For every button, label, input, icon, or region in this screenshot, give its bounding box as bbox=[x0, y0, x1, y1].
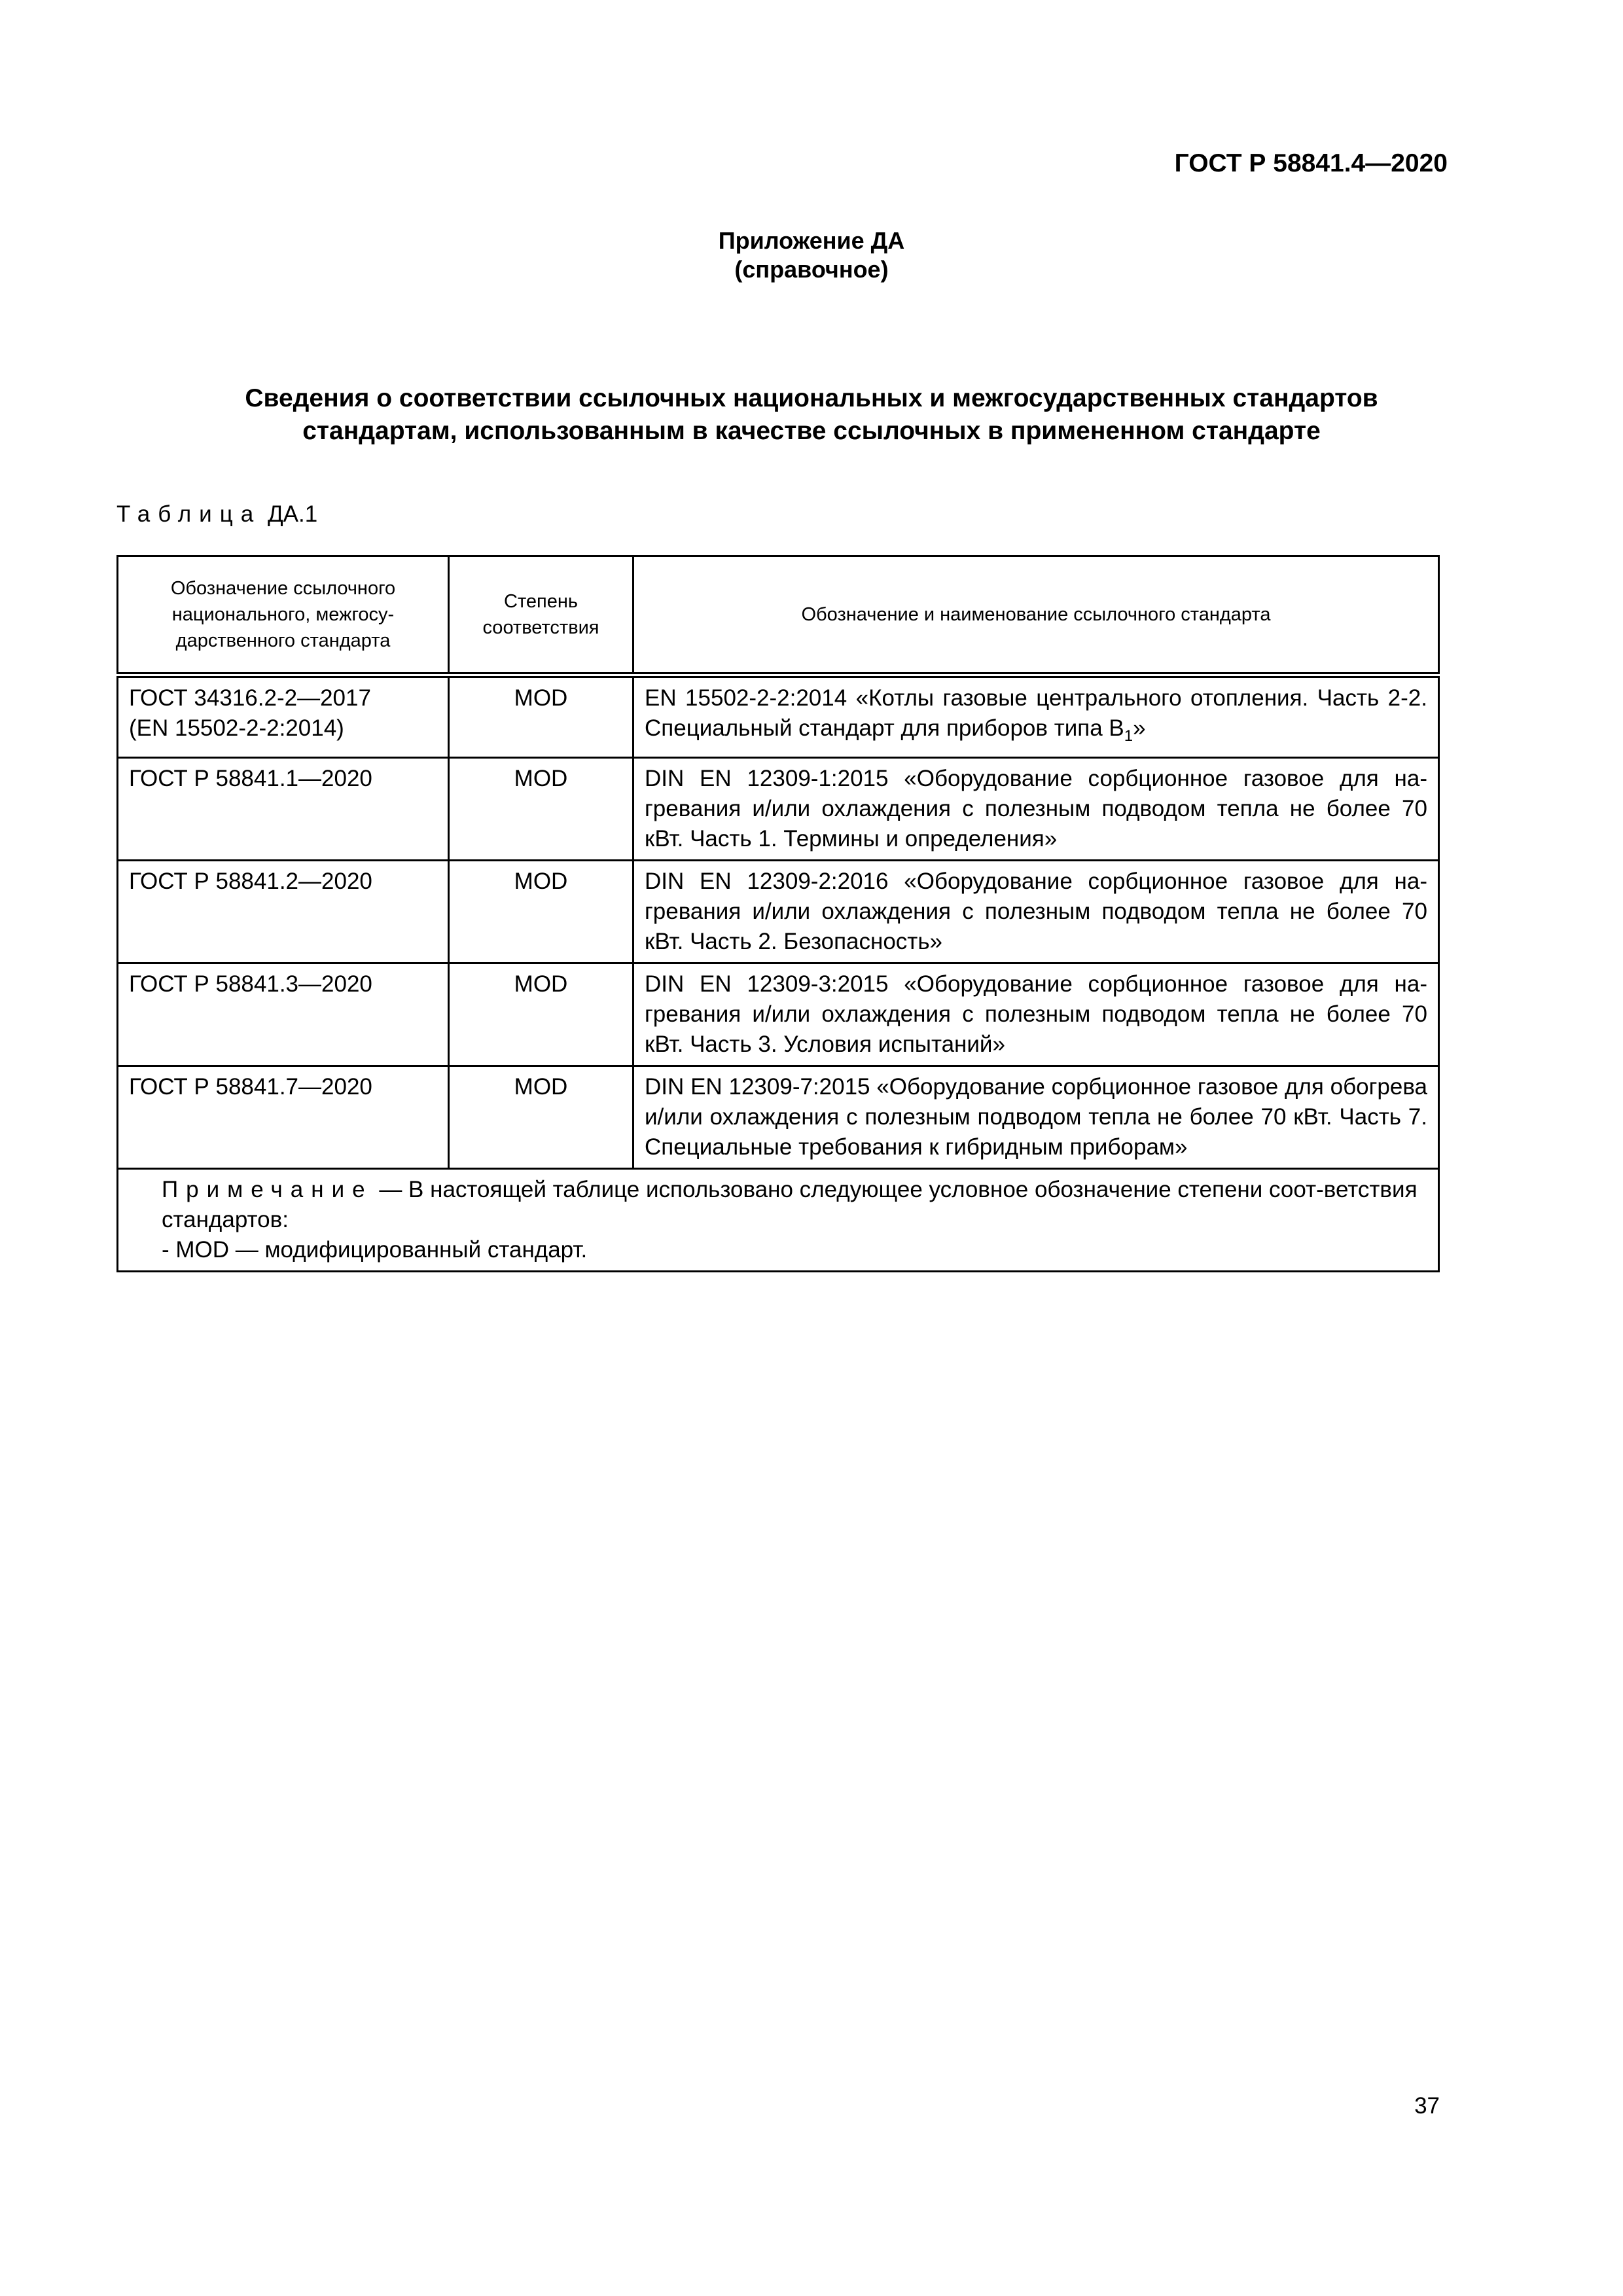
reference-end: » bbox=[1133, 715, 1146, 741]
header-designation: Обозначение ссылочного национального, межгосу-дарственного стандарта bbox=[118, 556, 449, 675]
header-degree: Степень соответствия bbox=[449, 556, 633, 675]
designation-extra: (EN 15502-2-2:2014) bbox=[129, 715, 344, 741]
note-main bbox=[129, 1175, 1427, 1235]
table-caption bbox=[116, 501, 317, 528]
row-designation: ГОСТ Р 58841.1—2020 bbox=[118, 758, 449, 861]
heading-line-1: Сведения о соответствии ссылочных национальных и межгосударственных стандартов bbox=[245, 384, 1378, 412]
annex-header bbox=[0, 226, 1623, 284]
document-code: ГОСТ Р 58841.4—2020 bbox=[1174, 149, 1448, 177]
row-reference: DIN EN 12309-2:2016 «Оборудование сорбционное газовое для на-гревания и/или охлаждения с полезным подводом тепла не более 70 кВт. Часть 2. Безопасность» bbox=[633, 861, 1439, 963]
row-degree: MOD bbox=[449, 675, 633, 758]
row-reference: DIN EN 12309-1:2015 «Оборудование сорбционное газовое для на-гревания и/или охлаждения с полезным подводом тепла не более 70 кВт. Часть 1. Термины и определения» bbox=[633, 758, 1439, 861]
table-row bbox=[118, 675, 1439, 758]
table-row bbox=[118, 861, 1439, 963]
row-reference: DIN EN 12309-3:2015 «Оборудование сорбционное газовое для на-гревания и/или охлаждения с полезным подводом тепла не более 70 кВт. Часть 3. Условия испытаний» bbox=[633, 963, 1439, 1066]
row-designation: ГОСТ Р 58841.3—2020 bbox=[118, 963, 449, 1066]
table-note bbox=[118, 1169, 1439, 1272]
page-number: 37 bbox=[1414, 2093, 1440, 2119]
annex-type: (справочное) bbox=[734, 256, 889, 283]
table-note-row bbox=[118, 1169, 1439, 1272]
row-degree: MOD bbox=[449, 1066, 633, 1169]
row-degree: MOD bbox=[449, 963, 633, 1066]
row-reference bbox=[633, 675, 1439, 758]
note-item: - MOD — модифицированный стандарт. bbox=[162, 1237, 588, 1263]
table-row bbox=[118, 758, 1439, 861]
row-reference: DIN EN 12309-7:2015 «Оборудование сорбционное газовое для обогрева и/или охлаждения с полезным подводом тепла не более 70 кВт. Часть 7. Специальные требования к гибридным приборам» bbox=[633, 1066, 1439, 1169]
row-designation: ГОСТ Р 58841.2—2020 bbox=[118, 861, 449, 963]
reference-subscript: 1 bbox=[1124, 727, 1133, 745]
table-caption-number: ДА.1 bbox=[267, 501, 318, 527]
standards-table bbox=[116, 555, 1440, 1272]
section-heading bbox=[0, 382, 1623, 448]
note-text: — В настоящей таблице использовано следующее условное обозначение степени соот-ветствия стандартов: bbox=[162, 1177, 1418, 1232]
table-row bbox=[118, 963, 1439, 1066]
row-degree: MOD bbox=[449, 861, 633, 963]
heading-line-2: стандартам, использованным в качестве ссылочных в примененном стандарте bbox=[302, 417, 1321, 445]
row-designation bbox=[118, 675, 449, 758]
row-degree: MOD bbox=[449, 758, 633, 861]
note-label: Примечание bbox=[162, 1177, 373, 1202]
header-reference: Обозначение и наименование ссылочного стандарта bbox=[633, 556, 1439, 675]
annex-title: Приложение ДА bbox=[718, 227, 905, 254]
row-designation: ГОСТ Р 58841.7—2020 bbox=[118, 1066, 449, 1169]
reference-text: EN 15502-2-2:2014 «Котлы газовые центрального отопления. Часть 2-2. Специальный стандарт для приборов типа B bbox=[645, 685, 1427, 741]
table-row bbox=[118, 1066, 1439, 1169]
designation-text: ГОСТ 34316.2-2—2017 bbox=[129, 685, 371, 711]
table-caption-label: Таблица bbox=[116, 501, 262, 527]
table-header-row bbox=[118, 556, 1439, 675]
